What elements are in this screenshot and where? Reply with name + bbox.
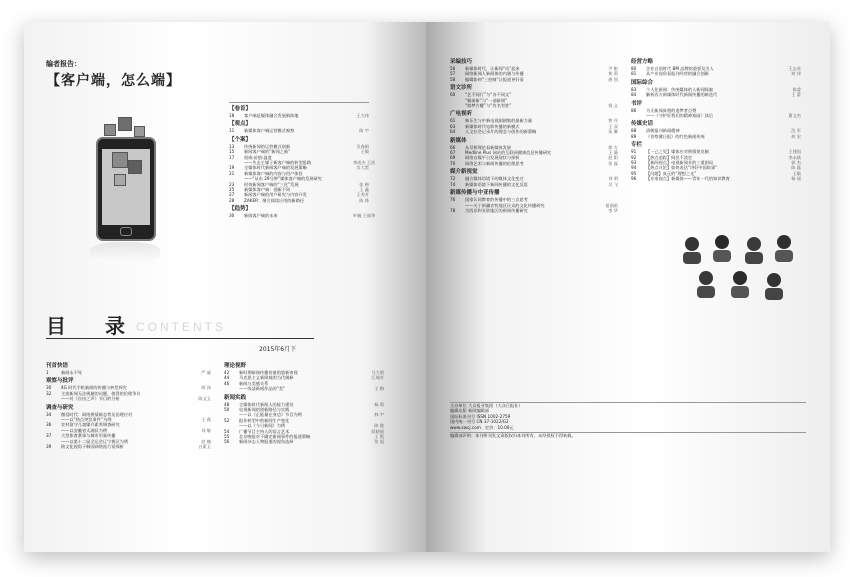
toc-section-heading: 调查与研究: [46, 404, 74, 411]
editor: 新闻编辑部: [468, 408, 490, 414]
portrait-icon: [683, 237, 701, 264]
editor-label: 编辑出版: [450, 408, 467, 414]
toc-section-heading: 【个案】: [229, 136, 252, 143]
toc-author: 陈睿: [792, 86, 801, 92]
toc-page-number: 92: [631, 154, 637, 160]
toc-author: 陈 磊: [791, 165, 801, 171]
left-page: [24, 22, 426, 552]
phone-home-button: [120, 227, 132, 236]
toc-article-title: 网络艺术与新闻传播的伦理思考: [465, 160, 524, 166]
toc-page-number: 83: [631, 86, 637, 92]
toc-entry[interactable]: [229, 213, 376, 219]
toc-page-number: 27: [229, 192, 235, 198]
toc-page-number: 56: [450, 66, 456, 71]
toc-article-title: 【问题】真正的“理想之光”: [646, 170, 697, 176]
toc-page-number: 42: [224, 370, 230, 375]
toc-article-title: “艺不同行”与“各不同文”: [465, 92, 512, 98]
toc-article-title: 从吊桥理论看新媒体发展: [465, 144, 512, 150]
toc-entry[interactable]: [631, 113, 801, 118]
toc-author: 陈 宇: [359, 128, 369, 134]
right-page: [426, 22, 830, 552]
toc-section-heading: 刊首快语: [46, 363, 69, 369]
portrait-icon: [775, 235, 793, 262]
toc-article-title: 网络新闻人新闻体的内涵与传播: [465, 71, 524, 77]
portrait-icon: [697, 271, 715, 298]
toc-author: 刘 明: [608, 176, 618, 182]
toc-article-title: 主流新闻无法规避的问题，值得的伦理争议: [61, 390, 141, 396]
toc-author: 唐 凯: [608, 76, 618, 82]
toc-page-number: 66: [450, 144, 456, 150]
toc-author: 王敏: [360, 149, 369, 155]
toc-page-number: 67: [450, 150, 456, 156]
toc-entry[interactable]: [631, 176, 801, 181]
toc-author: 李成杰 王治: [353, 160, 376, 166]
toc-page-number: 1: [46, 370, 49, 375]
editors-portraits: [678, 230, 798, 310]
toc-section-heading: 语文诊所: [450, 85, 473, 92]
toc-author: 郭 杰: [791, 160, 801, 166]
toc-page-number: 46: [224, 380, 230, 386]
toc-page-number: 32: [46, 390, 52, 396]
toc-article-title: 农村留守儿童媒介素养调查研究: [61, 422, 120, 428]
toc-author: 王 双: [608, 123, 618, 129]
toc-author: 李 华: [608, 207, 618, 213]
toc-article-title: 新媒体客户端：创新不同: [244, 187, 291, 193]
toc-page-number: 69: [450, 155, 456, 161]
toc-author: 薛晓丽: [371, 428, 384, 434]
toc-author: 陈 俊: [374, 423, 384, 429]
toc-section-heading: 【观点】: [229, 121, 252, 128]
toc-page-number: 58: [450, 76, 456, 82]
toc-entry[interactable]: [631, 71, 801, 76]
toc-section-heading: 【卷首】: [229, 106, 252, 112]
toc-page-number: 81: [631, 71, 637, 77]
toc-author: 白素玉: [198, 444, 211, 450]
toc-section-heading: 新媒传播与中亚传播: [450, 190, 500, 197]
toc-article-title: 时效新闻客户端的“三化”发展: [244, 181, 299, 187]
toc-page-number: 25: [229, 187, 235, 193]
app-cube-icon: [134, 126, 145, 137]
toc-article-title: ——以《今日新闻》为例: [239, 423, 286, 429]
toc-section-heading: 【趋势】: [229, 206, 252, 213]
toc-column-1: [46, 360, 211, 449]
toc-section-heading: 专栏: [631, 142, 643, 149]
toc-article-title: ——以第十二届全运会辽宁赛区为例: [61, 438, 129, 444]
toc-article-title: 新时期新闻传播价值的重新审视: [239, 370, 298, 375]
toc-article-title: ——《守护好我们的精神家园》读后: [646, 113, 714, 119]
toc-page-number: 70: [450, 160, 456, 166]
toc-article-title: 新闻杂志人物报道的视角选择: [239, 439, 294, 445]
toc-article-title: 网络自媒平台发展现状与探析: [465, 155, 520, 161]
toc-entry[interactable]: [229, 198, 369, 203]
toc-entry[interactable]: [450, 208, 618, 213]
contents-rule: [46, 338, 314, 339]
toc-entry[interactable]: [46, 396, 211, 401]
toc-author: 林 宇: [374, 412, 384, 418]
toc-column-a: [450, 56, 618, 213]
portraits-svg: [678, 230, 798, 310]
toc-page-number: 17: [229, 154, 235, 160]
issue-date: 2015年6月下: [259, 346, 297, 353]
toc-page-number: 52: [224, 417, 230, 423]
toc-author: 朱 琳: [608, 129, 618, 135]
issn: ISSN 1002-2759: [476, 413, 511, 419]
toc-article-title: 为无新闻真相的追梦者点赞: [646, 107, 697, 113]
toc-author: 王 静: [608, 150, 618, 156]
toc-author: 张 旭: [374, 439, 384, 445]
toc-entry[interactable]: [224, 386, 384, 391]
website: www.xwcj.com: [450, 424, 481, 430]
toc-article-title: 新闻永不死: [61, 370, 82, 375]
colophon: [450, 402, 806, 438]
toc-author: 吴春娟: [356, 143, 369, 149]
toc-author: 杨 莉: [374, 401, 384, 407]
toc-article-title: 新媒体语境下新闻传播的文化反思: [465, 181, 528, 187]
toc-page-number: 91: [631, 149, 637, 155]
toc-page-number: 63: [450, 123, 456, 129]
toc-section-heading: 广电视听: [450, 111, 473, 118]
toc-page-number: 44: [224, 375, 230, 381]
toc-page-number: 94: [631, 165, 637, 171]
toc-section-heading: 采编技巧: [450, 59, 473, 65]
toc-author: 王 霞: [374, 434, 384, 440]
toc-article-title: 电视新闻的创新路径与实践: [239, 407, 290, 413]
app-cube-icon: [112, 152, 128, 168]
toc-entry[interactable]: [229, 128, 369, 133]
toc-author: 祖丽甫: [605, 202, 618, 208]
toc-article-title: 新闻客户端的“新闻之新”: [244, 149, 291, 155]
toc-article-title: 微信时代：网络舆情新态势及治理应对: [61, 411, 133, 417]
toc-article-title: 全媒体时代新闻人的能力建设: [239, 401, 294, 407]
toc-author: 马大明: [371, 370, 384, 375]
toc-article-title: 新媒体时代，让新闻“动”起来: [465, 66, 520, 71]
publisher: 大众报业集团（大众日报社）: [468, 403, 523, 408]
report-kicker: 编者报告：: [46, 60, 81, 68]
toc-article-title: 传统新闻的运营模式创新: [244, 143, 291, 149]
toc-page-number: [46, 396, 58, 401]
toc-article-title: 个人化新闻：传统媒体的人新闻探索: [646, 86, 714, 92]
toc-article-title: 报业转型中的新闻生产变化: [239, 417, 290, 423]
app-cube-icon: [128, 160, 142, 174]
toc-page-number: 84: [631, 92, 637, 98]
toc-page-number: 89: [631, 133, 637, 139]
portrait-icon: [765, 273, 783, 300]
toc-author: 张 柚: [359, 181, 369, 187]
toc-author: 胡 泽: [201, 385, 211, 391]
toc-page-number: 19: [229, 165, 235, 171]
toc-section-heading: 新媒体: [450, 137, 467, 144]
toc-section-heading: 传媒史话: [631, 121, 654, 128]
toc-article-title: ——对《自由之声》节目的分析: [61, 396, 120, 402]
toc-page-number: 15: [229, 149, 235, 155]
toc-entry[interactable]: [229, 113, 369, 118]
toc-article-title: ——失去主媒子新客户端的转型思路: [244, 160, 312, 166]
footer-note: 编辑部声明：本刊所刊发文章版权归本刊所有，未经授权不得转载。: [450, 433, 576, 439]
toc-article-title: ——关于新疆农牧地区民众的文化传播研究: [465, 202, 545, 208]
toc-article-title: 4G 时代手机新闻的传播与转型探究: [61, 385, 127, 391]
toc-entry[interactable]: [450, 182, 618, 187]
toc-section-heading: 经营方略: [631, 59, 654, 65]
portrait-icon: [731, 271, 749, 298]
toc-section-heading: 观察与批评: [46, 378, 74, 385]
toc-author: 曹文杰: [788, 113, 801, 119]
toc-page-number: 13: [229, 143, 235, 149]
toc-author: 王大伟: [356, 113, 369, 118]
toc-author: 何 宏: [791, 133, 801, 139]
toc-article-title: 清朝报刊新闻精神: [646, 128, 680, 134]
toc-author: 杨 丽: [791, 176, 801, 182]
toc-section-heading: 书评: [631, 100, 643, 107]
toc-page-number: 80: [631, 66, 637, 71]
toc-article-title: 国家认同教育的传播中的三点思考: [465, 197, 528, 203]
toc-section-heading: 国际综合: [631, 79, 654, 86]
toc-article-title: 客户端是媒体融合发展新阵地: [244, 113, 299, 118]
toc-article-title: 【热点追踪】网民不淡定: [646, 154, 693, 160]
toc-article-title: 解析西方新媒体时代新闻传播的新迭代: [646, 92, 718, 98]
toc-author: 张 磊: [608, 160, 618, 166]
toc-page-number: 36: [46, 422, 52, 428]
toc-entry[interactable]: [46, 444, 211, 449]
toc-page-number: 18: [229, 113, 235, 118]
app-cube-icon: [118, 117, 132, 131]
toc-page-number: 37: [46, 433, 52, 439]
toc-page-number: 95: [631, 170, 637, 176]
toc-entry[interactable]: [450, 103, 618, 108]
toc-author: 黄 莉: [608, 71, 618, 77]
issn-label: 国际标准刊号: [450, 413, 476, 419]
toc-page-number: 57: [450, 71, 456, 77]
toc-section-heading: 理论视野: [224, 363, 247, 369]
toc-author: 陈 锋: [359, 197, 369, 203]
toc-article-title: 韩乐生与中新电视剧剧集的最新力量: [465, 118, 533, 124]
toc-page-number: 74: [450, 181, 456, 187]
toc-author: 吴大蛋: [356, 165, 369, 171]
toc-page-number: 56: [224, 439, 230, 445]
portrait-icon: [713, 235, 731, 262]
toc-article-title: 新闻客户端的未来: [244, 213, 278, 219]
contents-title: 目 录: [46, 314, 141, 338]
toc-article-title: 广播节目主持人的语言艺术: [239, 428, 290, 434]
toc-article-title: 企业自创时代 BM 品牌的重要及引入: [646, 66, 714, 71]
toc-column-2: [224, 360, 384, 445]
toc-article-title: 权威·价值·温度: [244, 154, 272, 160]
toc-article-title: 《晋察冀日报》的红色新闻传统: [646, 133, 705, 139]
toc-page-number: 54: [224, 428, 230, 434]
toc-entry[interactable]: [631, 134, 801, 139]
toc-entry[interactable]: [631, 92, 801, 97]
toc-author: 何 伟: [791, 71, 801, 77]
app-cube-icon: [114, 174, 126, 186]
cn-label: 国内统一刊号: [450, 419, 476, 425]
toc-page-number: 50: [224, 407, 230, 413]
toc-page-number: 78: [450, 207, 456, 213]
portrait-icon: [745, 237, 763, 264]
toc-author: 赵 楠: [201, 438, 211, 444]
toc-author: 刘 敏: [201, 427, 211, 433]
toc-author: 沈 军: [791, 128, 801, 134]
toc-article-title: 为西非和亚欧地区的新闻传播研究: [465, 207, 528, 213]
toc-page-number: 76: [450, 197, 456, 203]
toc-author: 王志英: [788, 66, 801, 71]
toc-author: 王 梅: [374, 386, 384, 392]
toc-column-b: [631, 56, 801, 182]
toc-article-title: ——以“热点突发事件”为例: [61, 417, 112, 423]
toc-author: 王 鑫: [359, 187, 369, 193]
toc-article-title: 【热点讨论】如何表达“讲好中国故事”: [646, 165, 718, 171]
toc-page-number: [224, 386, 236, 391]
toc-article-title: 跨文化视角下韩国网络流行语探析: [61, 444, 124, 450]
toc-page-number: 61: [450, 118, 456, 124]
toc-article-title: 北京晚报对不确定新闻事件的报道策略: [239, 434, 311, 440]
toc-page-number: [450, 103, 462, 108]
toc-page-number: 28: [229, 197, 235, 203]
toc-article-title: 从产业视角看报刊经营的融合创新: [646, 71, 709, 77]
toc-page-number: 30: [229, 213, 235, 219]
toc-author: 李永斌: [788, 154, 801, 160]
toc-article-title: 【新闻视点】电视新闻业的三重困局: [646, 160, 714, 166]
toc-article-title: “如梦方醒”与“有名有姓”: [465, 103, 512, 109]
toc-entry[interactable]: [450, 161, 618, 166]
toc-author: 赵 阳: [608, 155, 618, 161]
spread: [24, 22, 830, 552]
toc-author: 江瑞芳: [371, 375, 384, 381]
toc-author: 尹 彬: [608, 66, 618, 71]
toc-section-heading: 新闻实践: [224, 394, 247, 401]
toc-entry[interactable]: [450, 77, 618, 82]
contents-word: CONTENTS: [136, 320, 226, 334]
toc-article-title: 【专家视点】新媒体——青年一代的知识教育: [646, 176, 730, 182]
toc-page-number: 11: [229, 128, 235, 134]
toc-article-title: 新媒体时代电影传播的新模式: [465, 123, 520, 129]
toc-article-title: ——“从东 29分钟”媒体客户端的发展研究: [244, 176, 322, 182]
toc-author: 王 蕾: [791, 92, 801, 98]
toc-article-title: “稿前新”与“一部新闻”: [465, 97, 508, 103]
toc-author: 钱 义: [608, 103, 618, 109]
toc-author: 王建国: [788, 149, 801, 155]
toc-page-number: 34: [46, 411, 52, 417]
toc-section-heading: 媒介新视觉: [450, 169, 478, 176]
phone-reflection: [90, 242, 160, 264]
toc-author: 陈文玉: [198, 396, 211, 402]
toc-page-number: [631, 113, 643, 118]
toc-article-title: ——以《正能量在身边》节目为例: [239, 412, 302, 418]
cover-headline: 【客户端，怎么端】: [46, 73, 181, 89]
toc-author: 徐 方: [608, 144, 618, 150]
toc-page-number: 88: [631, 128, 637, 134]
toc-page-number: 60: [450, 92, 456, 98]
toc-entry[interactable]: [450, 129, 618, 134]
toc-article-title: 新闻与美感关系: [239, 380, 269, 386]
toc-page-number: 39: [46, 444, 52, 450]
toc-feature-list: [229, 102, 376, 219]
toc-author: 王 燕: [201, 417, 211, 423]
toc-page-number: 21: [229, 170, 235, 176]
app-cube-icon: [104, 124, 116, 136]
toc-page-number: 23: [229, 181, 235, 187]
toc-article-title: 全媒体时代新闻客户端的发展策略: [244, 165, 307, 171]
toc-article-title: ——浅谈新闻作品的“美”: [239, 386, 286, 392]
toc-page-number: 93: [631, 160, 637, 166]
publisher-label: 主办单位: [450, 403, 467, 408]
toc-page-number: 55: [224, 434, 230, 440]
price: 定价：10.00元: [484, 424, 514, 430]
toc-article-title: 编辑如何“三控制”让报道更好看: [465, 76, 524, 82]
toc-author: 叶毓 王福华: [353, 213, 376, 219]
toc-page-number: 86: [631, 107, 637, 113]
toc-article-title: 新闻客户端的用户研究与内容开发: [244, 192, 307, 198]
toc-page-number: 30: [46, 385, 52, 391]
toc-entry[interactable]: [46, 370, 211, 375]
toc-article-title: 马克思主义新闻观的当代阐释: [239, 375, 294, 381]
toc-page-number: 48: [224, 401, 230, 407]
toc-article-title: 新媒体客户端的内容与用户体验: [244, 170, 303, 176]
toc-entry[interactable]: [224, 439, 384, 444]
toc-article-title: 【一己之见】媒体应对舆情须克制: [646, 149, 709, 155]
cn: CN 37-1022/G2: [476, 419, 509, 425]
toc-author: 吴 飞: [608, 181, 618, 187]
toc-page-number: 64: [450, 129, 456, 135]
toc-author: 严 威: [201, 370, 211, 375]
toc-page-number: 72: [450, 176, 456, 182]
toc-article-title: 新媒体客户端运营模式观察: [244, 128, 295, 134]
toc-page-number: 96: [631, 176, 637, 182]
toc-article-title: 人文社会记录片的理念与创作的新策略: [465, 129, 537, 135]
toc-article-title: ——以安徽省太湖县为例: [61, 427, 108, 433]
toc-author: 曾 丹: [608, 118, 618, 124]
toc-article-title: Medline Plus 网站的互联网健康信息传播研究: [465, 150, 552, 156]
toc-author: 王敏: [792, 170, 801, 176]
toc-article-title: 融合媒体语境下的媒体文化变迁: [465, 176, 524, 182]
toc-article-title: 大型体育赛事与城市形象传播: [61, 433, 116, 439]
toc-author: 王秀芳: [356, 192, 369, 198]
toc-article-title: ZAKER：聚合阅读应用的新路径: [244, 197, 305, 203]
